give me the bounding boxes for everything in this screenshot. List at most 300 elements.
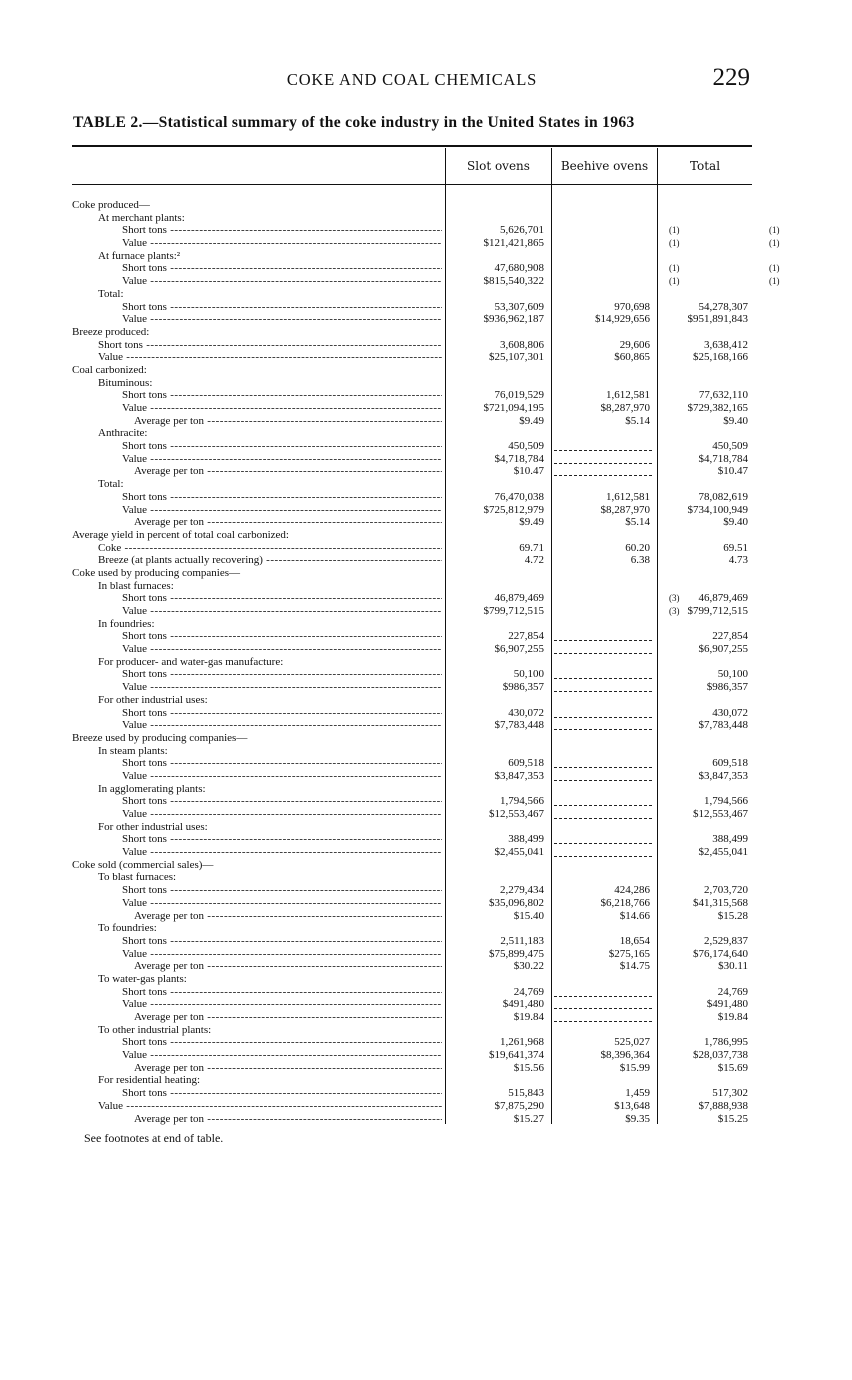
row-label: Average per ton ----- xyxy=(134,910,442,923)
value-cell: $8,287,970 xyxy=(600,503,650,516)
empty-cell-dashes xyxy=(554,835,652,844)
table-row xyxy=(72,262,780,275)
table-row xyxy=(72,592,752,605)
value-cell: $75,899,475 xyxy=(489,947,544,960)
value-cell: 424,286 xyxy=(614,884,650,897)
empty-cell-dashes xyxy=(554,709,652,718)
table-row xyxy=(72,465,752,478)
value-cell: $7,875,290 xyxy=(494,1099,544,1112)
value-cell: $3,847,353 xyxy=(494,769,544,782)
value-cell: 1,786,995 xyxy=(704,1036,748,1049)
row-label: Total: xyxy=(98,478,124,491)
table-row xyxy=(72,1113,752,1126)
table-row xyxy=(72,402,752,415)
row-label: Total: xyxy=(98,287,124,300)
row-label: Breeze produced: xyxy=(72,325,150,338)
value-cell: 47,680,908 xyxy=(494,262,544,275)
empty-cell-dashes xyxy=(554,670,652,679)
table-row xyxy=(72,377,752,390)
value-cell: $725,812,979 xyxy=(483,503,544,516)
empty-cell-dashes xyxy=(554,683,652,692)
value-cell: $30.11 xyxy=(718,960,748,973)
row-label: At furnace plants:² xyxy=(98,249,181,262)
value-cell: $19.84 xyxy=(513,1011,544,1023)
table-row xyxy=(72,1049,752,1062)
table-row xyxy=(72,732,752,745)
row-label: Short tons ----- xyxy=(122,389,442,402)
value-cell: 1,261,968 xyxy=(500,1036,544,1049)
value-cell: 76,019,529 xyxy=(494,389,544,402)
value-cell: 450,509 xyxy=(508,440,544,453)
table-row xyxy=(72,364,752,377)
value-cell: 970,698 xyxy=(614,300,650,313)
value-cell: (1) xyxy=(669,225,680,236)
table-row xyxy=(72,910,752,923)
value-cell: (1) xyxy=(669,276,680,287)
footnote: See footnotes at end of table. xyxy=(84,1131,224,1145)
row-label: Coke ----- xyxy=(98,542,442,555)
row-label: Average per ton ----- xyxy=(134,516,442,529)
table-body xyxy=(72,199,780,1125)
empty-cell-dashes xyxy=(554,632,652,641)
row-label: Short tons ----- xyxy=(122,592,442,605)
value-cell: 5,626,701 xyxy=(500,224,544,237)
value-cell: 69.71 xyxy=(519,541,544,554)
value-cell: 77,632,110 xyxy=(698,389,748,402)
table-row xyxy=(72,567,752,580)
row-label: Short tons ----- xyxy=(122,224,442,237)
value-cell: 18,654 xyxy=(619,934,650,947)
value-cell: 60.20 xyxy=(625,541,650,554)
row-label: Coke produced— xyxy=(72,199,150,211)
row-label: Value ----- xyxy=(98,351,442,364)
table-row xyxy=(72,630,752,643)
value-cell: 3,608,806 xyxy=(500,338,544,351)
row-label: To foundries: xyxy=(98,922,157,935)
value-cell: (1) xyxy=(769,225,780,236)
value-cell: $8,396,364 xyxy=(600,1049,650,1062)
empty-cell-dashes xyxy=(554,810,652,819)
value-cell: 517,302 xyxy=(712,1087,748,1100)
table-row xyxy=(72,580,752,593)
value-cell: 4.72 xyxy=(524,554,544,567)
row-label: Breeze (at plants actually recovering) ----- xyxy=(98,554,442,567)
row-label: At merchant plants: xyxy=(98,211,185,224)
table-row xyxy=(72,351,752,364)
table-row xyxy=(72,1100,752,1113)
table-row xyxy=(72,770,752,783)
value-cell: $19,641,374 xyxy=(489,1049,544,1062)
value-cell: $60,865 xyxy=(614,351,650,364)
value-cell: $9.49 xyxy=(519,516,544,529)
value-cell: $491,480 xyxy=(502,998,544,1011)
value-cell: 2,529,837 xyxy=(704,934,748,947)
value-cell: $815,540,322 xyxy=(483,275,544,288)
value-cell: 227,854 xyxy=(712,630,748,643)
row-label: Average per ton ----- xyxy=(134,465,442,478)
value-cell: $936,962,187 xyxy=(483,313,544,326)
row-label: Short tons ----- xyxy=(122,795,442,808)
value-cell: 46,879,469 xyxy=(698,592,748,605)
empty-cell-dashes xyxy=(554,455,652,464)
table-row xyxy=(72,326,752,339)
row-label: Breeze used by producing companies— xyxy=(72,731,248,744)
row-label: Value ----- xyxy=(122,275,442,288)
row-label: In blast furnaces: xyxy=(98,579,174,592)
value-cell: $4,718,784 xyxy=(494,452,544,465)
empty-cell-dashes xyxy=(554,721,652,730)
value-cell: 1,612,581 xyxy=(606,490,650,503)
value-cell: $14.75 xyxy=(619,960,650,973)
row-label: Value ----- xyxy=(122,237,442,250)
running-head: COKE AND COAL CHEMICALS xyxy=(286,70,538,89)
table-row xyxy=(72,833,752,846)
value-cell: 24,769 xyxy=(717,985,748,998)
value-cell: 69.51 xyxy=(723,541,748,554)
row-label: Short tons ----- xyxy=(122,833,442,846)
value-cell: 54,278,307 xyxy=(698,300,748,313)
row-label: Value ----- xyxy=(122,897,442,910)
value-cell: 515,843 xyxy=(508,1087,544,1100)
value-cell: $121,421,865 xyxy=(483,237,544,250)
row-label: Value ----- xyxy=(122,846,442,859)
table-row xyxy=(72,237,780,250)
row-label: Average per ton ----- xyxy=(134,1062,442,1075)
row-label: Value ----- xyxy=(122,313,442,326)
table-top-rule xyxy=(72,145,752,147)
row-label: Coal carbonized: xyxy=(72,363,147,376)
value-cell: $14,929,656 xyxy=(595,313,650,326)
value-cell: $6,907,255 xyxy=(494,643,544,656)
row-label: To other industrial plants: xyxy=(98,1023,212,1036)
table-row xyxy=(72,275,780,288)
table-row xyxy=(72,542,752,555)
row-label: Average yield in percent of total coal carbonized: xyxy=(72,528,289,541)
table-row xyxy=(72,884,752,897)
value-cell: 4.73 xyxy=(728,554,748,567)
value-cell: (1) xyxy=(769,263,780,274)
value-cell: (1) xyxy=(769,276,780,287)
table-row xyxy=(72,821,752,834)
empty-cell-dashes xyxy=(554,759,652,768)
value-cell: $8,287,970 xyxy=(600,402,650,414)
row-label: For residential heating: xyxy=(98,1074,201,1087)
table-row xyxy=(72,504,752,517)
row-label: Short tons ----- xyxy=(122,1087,442,1100)
table-row xyxy=(72,948,752,961)
value-cell: $9.49 xyxy=(519,414,544,427)
row-label: Short tons ----- xyxy=(122,884,442,897)
value-cell: (1) xyxy=(669,263,680,274)
value-cell: $491,480 xyxy=(706,998,748,1011)
table-row xyxy=(72,288,752,301)
value-cell: $799,712,515 xyxy=(483,605,544,617)
table-row xyxy=(72,478,752,491)
table-row xyxy=(72,529,752,542)
value-cell: $30.22 xyxy=(513,960,544,973)
table-row xyxy=(72,339,752,352)
value-cell: 76,470,038 xyxy=(494,490,544,503)
row-label: Short tons ----- xyxy=(122,262,442,275)
table-row xyxy=(72,757,752,770)
value-cell: $9.35 xyxy=(625,1112,650,1125)
value-cell: $15.25 xyxy=(717,1112,748,1125)
value-cell: (1) xyxy=(669,238,680,249)
row-label: Short tons ----- xyxy=(122,757,442,770)
table-row xyxy=(72,795,752,808)
table-row xyxy=(72,808,752,821)
row-label: Short tons ----- xyxy=(122,1036,442,1049)
value-cell: 2,279,434 xyxy=(500,884,544,897)
table-row xyxy=(72,516,752,529)
table-row xyxy=(72,313,752,326)
value-cell: $15.28 xyxy=(717,909,748,922)
row-label: Value ----- xyxy=(122,770,442,783)
row-label: Value ----- xyxy=(122,1049,442,1062)
value-cell: $10.47 xyxy=(717,465,748,478)
row-label: Short tons ----- xyxy=(122,935,442,948)
value-cell: 388,499 xyxy=(508,833,544,846)
value-cell: $12,553,467 xyxy=(489,808,544,820)
row-label: Average per ton ----- xyxy=(134,1113,442,1126)
row-label: For other industrial uses: xyxy=(98,820,208,833)
table-row xyxy=(72,960,752,973)
value-cell: $76,174,640 xyxy=(693,947,748,960)
value-cell: $25,107,301 xyxy=(489,351,544,364)
value-cell: $15.69 xyxy=(717,1061,748,1074)
value-cell: $2,455,041 xyxy=(494,846,544,859)
value-cell: $41,315,568 xyxy=(693,896,748,909)
row-label: Value ----- xyxy=(122,681,442,694)
column-header-slot-ovens: Slot ovens xyxy=(467,159,530,173)
row-label: Short tons ----- xyxy=(98,339,442,352)
row-label: Bituminous: xyxy=(98,376,153,389)
column-header-beehive-ovens: Beehive ovens xyxy=(560,159,649,173)
table-row xyxy=(72,389,752,402)
value-cell: 450,509 xyxy=(712,440,748,453)
value-cell: 609,518 xyxy=(508,757,544,770)
table-row xyxy=(72,871,752,884)
row-label: Short tons ----- xyxy=(122,630,442,643)
value-cell: (3) xyxy=(669,593,680,604)
table-row xyxy=(72,973,752,986)
row-label: Short tons ----- xyxy=(122,440,442,453)
table-row xyxy=(72,618,752,631)
value-cell: 29,606 xyxy=(619,338,650,351)
table-row xyxy=(72,783,752,796)
empty-cell-dashes xyxy=(554,442,652,451)
table-row xyxy=(72,668,752,681)
empty-cell-dashes xyxy=(554,772,652,781)
row-label: Value ----- xyxy=(122,808,442,821)
value-cell: 50,100 xyxy=(513,668,544,681)
row-label: Average per ton ----- xyxy=(134,1011,442,1024)
value-cell: 24,769 xyxy=(513,985,544,998)
empty-cell-dashes xyxy=(554,467,652,476)
value-cell: $28,037,738 xyxy=(693,1049,748,1062)
value-cell: $9.40 xyxy=(723,516,748,529)
table-header-rule xyxy=(72,184,752,185)
value-cell: $7,783,448 xyxy=(698,719,748,732)
value-cell: 1,794,566 xyxy=(500,795,544,808)
table-row xyxy=(72,440,752,453)
value-cell: 1,459 xyxy=(625,1087,650,1100)
row-label: In steam plants: xyxy=(98,744,168,757)
value-cell: $729,382,165 xyxy=(687,402,748,414)
value-cell: $6,907,255 xyxy=(698,643,748,656)
row-label: To water-gas plants: xyxy=(98,972,187,985)
table-row xyxy=(72,922,752,935)
row-label: To blast furnaces: xyxy=(98,871,177,884)
value-cell: $986,357 xyxy=(706,681,748,694)
value-cell: 525,027 xyxy=(614,1036,650,1049)
row-label: Value ----- xyxy=(122,998,442,1011)
page-number: 229 xyxy=(712,64,750,91)
table-row xyxy=(72,1062,752,1075)
empty-cell-dashes xyxy=(554,1013,652,1022)
value-cell: 1,794,566 xyxy=(704,795,748,808)
row-label: Short tons ----- xyxy=(122,491,442,504)
table-row xyxy=(72,491,752,504)
row-label: Short tons ----- xyxy=(122,986,442,999)
table-title: TABLE 2.—Statistical summary of the coke industry in the United States in 1963 xyxy=(73,114,635,131)
value-cell: $951,891,843 xyxy=(687,313,748,326)
row-label: Value ----- xyxy=(122,402,442,415)
table-row xyxy=(72,250,752,263)
column-header-total: Total xyxy=(689,159,721,173)
value-cell: 2,511,183 xyxy=(500,934,544,947)
value-cell: 3,638,412 xyxy=(704,338,748,351)
value-cell: 78,082,619 xyxy=(698,490,748,503)
table-row xyxy=(72,656,752,669)
value-cell: (1) xyxy=(769,238,780,249)
value-cell: $19.84 xyxy=(717,1011,748,1023)
row-label: Average per ton ----- xyxy=(134,960,442,973)
value-cell: $5.14 xyxy=(625,516,650,529)
row-label: Value ----- xyxy=(122,504,442,517)
value-cell: 227,854 xyxy=(508,630,544,643)
row-label: Average per ton ----- xyxy=(134,415,442,428)
table-row xyxy=(72,719,752,732)
value-cell: $15.27 xyxy=(513,1112,544,1125)
value-cell: $2,455,041 xyxy=(698,846,748,859)
value-cell: 609,518 xyxy=(712,757,748,770)
value-cell: $12,553,467 xyxy=(693,808,748,820)
value-cell: $25,168,166 xyxy=(693,351,748,364)
table-row xyxy=(72,415,752,428)
table-row xyxy=(72,1036,752,1049)
value-cell: 430,072 xyxy=(508,706,544,719)
value-cell: $7,783,448 xyxy=(494,719,544,732)
value-cell: 6.38 xyxy=(630,554,650,567)
table-row xyxy=(72,605,752,618)
row-label: Value ----- xyxy=(122,719,442,732)
value-cell: $10.47 xyxy=(513,465,544,478)
row-label: Value ----- xyxy=(98,1100,442,1113)
value-cell: $15.56 xyxy=(513,1061,544,1074)
row-label: Short tons ----- xyxy=(122,668,442,681)
value-cell: $799,712,515 xyxy=(687,605,748,617)
table-row xyxy=(72,681,752,694)
table-row xyxy=(72,998,752,1011)
row-label: Coke used by producing companies— xyxy=(72,566,241,579)
row-label: In agglomerating plants: xyxy=(98,782,206,795)
table-row xyxy=(72,897,752,910)
empty-cell-dashes xyxy=(554,848,652,857)
table-row xyxy=(72,301,752,314)
table-row xyxy=(72,707,752,720)
row-label: In foundries: xyxy=(98,617,155,630)
table-row xyxy=(72,846,752,859)
value-cell: 1,612,581 xyxy=(606,389,650,402)
table-row xyxy=(72,1024,752,1037)
empty-cell-dashes xyxy=(554,797,652,806)
table-row xyxy=(72,453,752,466)
table-row xyxy=(72,986,752,999)
row-label: For producer- and water-gas manufacture: xyxy=(98,655,284,668)
empty-cell-dashes xyxy=(554,988,652,997)
row-label: Anthracite: xyxy=(98,427,148,440)
row-label: Coke sold (commercial sales)— xyxy=(72,858,214,871)
page-header xyxy=(72,64,752,92)
table-row xyxy=(72,1011,752,1024)
table-row xyxy=(72,1074,752,1087)
row-label: Short tons ----- xyxy=(122,301,442,314)
value-cell: $3,847,353 xyxy=(698,769,748,782)
table-row xyxy=(72,935,752,948)
value-cell: 53,307,609 xyxy=(494,300,544,313)
value-cell: $734,100,949 xyxy=(687,503,748,516)
value-cell: 430,072 xyxy=(712,706,748,719)
row-label: Value ----- xyxy=(122,453,442,466)
value-cell: $5.14 xyxy=(625,414,650,427)
value-cell: 50,100 xyxy=(717,668,748,681)
value-cell: (3) xyxy=(669,606,680,616)
table-row xyxy=(72,427,752,440)
table-row xyxy=(72,859,752,872)
table-row xyxy=(72,643,752,656)
value-cell: $986,357 xyxy=(502,681,544,694)
value-cell: 46,879,469 xyxy=(494,592,544,605)
value-cell: $6,218,766 xyxy=(600,896,650,909)
empty-cell-dashes xyxy=(554,645,652,654)
value-cell: $9.40 xyxy=(723,414,748,427)
value-cell: $35,096,802 xyxy=(489,896,544,909)
row-label: For other industrial uses: xyxy=(98,693,208,706)
table-row xyxy=(72,554,752,567)
table-row xyxy=(72,1087,752,1100)
row-label: Short tons ----- xyxy=(122,707,442,720)
value-cell: $4,718,784 xyxy=(698,452,748,465)
table-row xyxy=(72,745,752,758)
value-cell: $13,648 xyxy=(614,1099,650,1112)
value-cell: $721,094,195 xyxy=(483,402,544,414)
value-cell: $15.99 xyxy=(619,1061,650,1074)
value-cell: $275,165 xyxy=(608,947,650,960)
row-label: Value ----- xyxy=(122,605,442,618)
table-row xyxy=(72,224,780,237)
table-row xyxy=(72,212,752,225)
table-row xyxy=(72,199,752,212)
row-label: Value ----- xyxy=(122,948,442,961)
value-cell: $15.40 xyxy=(513,909,544,922)
empty-cell-dashes xyxy=(554,1000,652,1009)
value-cell: 2,703,720 xyxy=(704,884,748,897)
table-row xyxy=(72,694,752,707)
row-label: Value ----- xyxy=(122,643,442,656)
value-cell: 388,499 xyxy=(712,833,748,846)
value-cell: $14.66 xyxy=(619,909,650,922)
